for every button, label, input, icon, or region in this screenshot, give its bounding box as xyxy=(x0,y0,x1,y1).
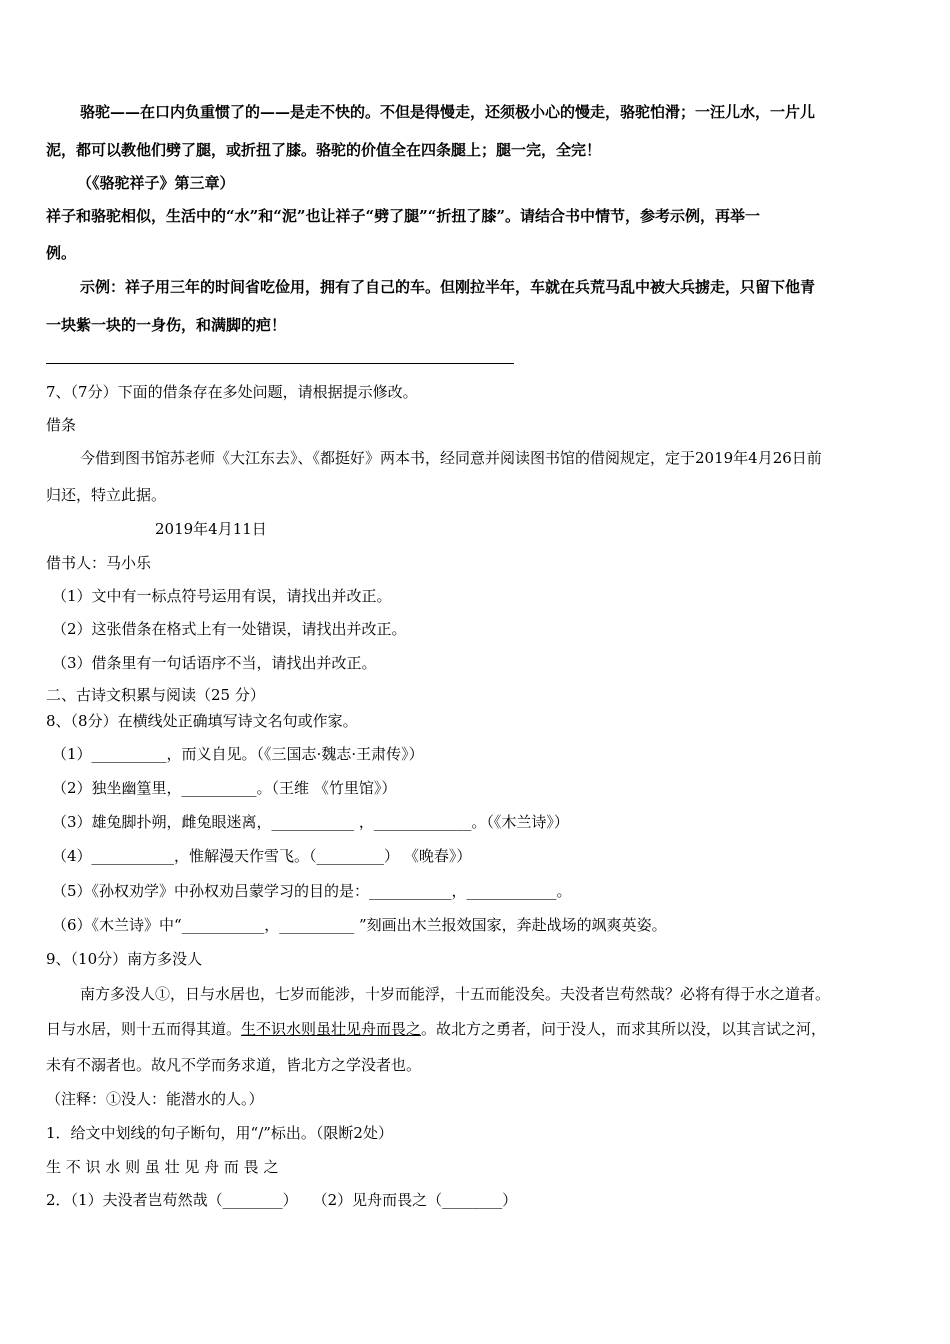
q7-task1: （1）文中有一标点符号运用有误，请找出并改正。 xyxy=(52,587,392,605)
q7-note-date: 2019年4月11日 xyxy=(155,520,267,538)
q7-note-title: 借条 xyxy=(46,416,77,434)
q9-heading: 9、（10分）南方多没人 xyxy=(46,950,203,968)
q6-answer-line xyxy=(46,363,514,364)
q6-prompt-line1: 祥子和骆驼相似，生活中的“水”和“泥”也让祥子“劈了腿”“折扭了膝”。请结合书中情节，参考示例，再举一 xyxy=(46,207,761,225)
q8-item1: （1）__________，而义自见。（《三国志·魏志·王肃传》） xyxy=(52,745,424,763)
q8-item2: （2）独坐幽篁里，__________。（王维 《竹里馆》） xyxy=(52,779,397,797)
q6-quote-line2: 泥，都可以教他们劈了腿，或折扭了膝。骆驼的价值全在四条腿上；腿一完，全完！ xyxy=(46,141,602,159)
q9-task1: 1．给文中划线的句子断句，用“/”标出。（限断2处） xyxy=(46,1124,393,1142)
q6-source: （《骆驼祥子》第三章） xyxy=(77,174,235,192)
q9-underlined-sentence: 生不识水则虽壮见舟而畏之 xyxy=(241,1020,422,1038)
q6-example-line2: 一块紫一块的一身伤，和满脚的疤！ xyxy=(46,316,287,334)
q9-annotation: （注释：①没人：能潜水的人。） xyxy=(46,1090,264,1108)
q9-task2: 2．（1）夫没者岂苟然哉（________） （2）见舟而畏之（________） xyxy=(46,1191,518,1209)
q9-passage-line1: 南方多没人①，日与水居也，七岁而能涉，十岁而能浮，十五而能没矣。夫没者岂苟然哉？必将有得于水之道者。 xyxy=(80,985,831,1003)
q8-item6: （6）《木兰诗》中“___________，__________ ”刻画出木兰报效国家，奔赴战场的飒爽英姿。 xyxy=(52,916,667,934)
q9-passage-line2-start: 日与水居，则十五而得其道。 xyxy=(46,1020,242,1038)
q6-example-line1: 示例：祥子用三年的时间省吃俭用，拥有了自己的车。但刚拉半年，车就在兵荒马乱中被大兵掳走，只留下他青 xyxy=(80,278,816,296)
section2-heading: 二、古诗文积累与阅读（25 分） xyxy=(46,686,265,704)
q7-note-body-line2: 归还，特立此据。 xyxy=(46,486,167,504)
q6-quote-line1: 骆驼——在口内负重惯了的——是走不快的。不但是得慢走，还须极小心的慢走，骆驼怕滑；一汪儿水，一片儿 xyxy=(80,103,816,121)
q8-item5: （5）《孙权劝学》中孙权劝吕蒙学习的目的是：___________，____________。 xyxy=(52,882,572,900)
q7-heading: 7、（7分）下面的借条存在多处问题，请根据提示修改。 xyxy=(46,383,418,401)
q9-task1-sentence: 生 不 识 水 则 虽 壮 见 舟 而 畏 之 xyxy=(46,1158,279,1176)
q9-passage-line2 xyxy=(46,1019,826,1039)
q8-item4: （4）___________，惟解漫天作雪飞。（_________） 《晚春》） xyxy=(52,847,472,865)
q7-task2: （2）这张借条在格式上有一处错误，请找出并改正。 xyxy=(52,620,407,638)
q9-passage-line3: 未有不溺者也。故凡不学而务求道，皆北方之学没者也。 xyxy=(46,1056,422,1074)
q7-borrower: 借书人：马小乐 xyxy=(46,554,152,572)
q8-heading: 8、（8分）在横线处正确填写诗文名句或作家。 xyxy=(46,712,358,730)
q9-passage-line2-end: 。故北方之勇者，问于没人，而求其所以没，以其言试之河， xyxy=(421,1020,827,1038)
q8-item3: （3）雄兔脚扑朔，雌兔眼迷离，___________ ，_____________。（《木兰诗》） xyxy=(52,813,569,831)
q6-prompt-line2: 例。 xyxy=(46,244,77,262)
q7-task3: （3）借条里有一句话语序不当，请找出并改正。 xyxy=(52,654,377,672)
q7-note-body-line1: 今借到图书馆苏老师《大江东去》、《都挺好》两本书，经同意并阅读图书馆的借阅规定，定于2019年4月26日前 xyxy=(80,449,822,467)
